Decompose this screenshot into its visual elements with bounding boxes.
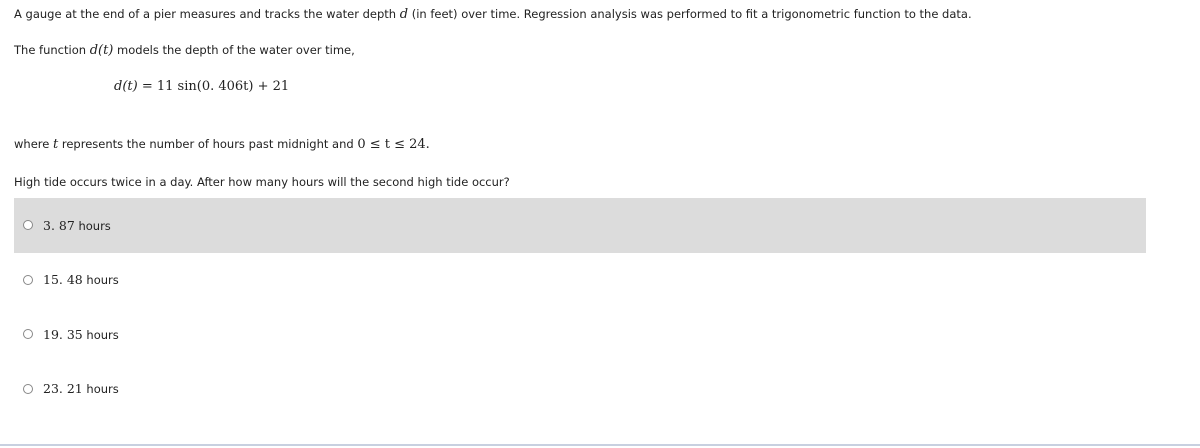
formula-lhs: d(t) (114, 79, 138, 94)
choice-value: 23. 21 (43, 381, 83, 397)
choice-label (43, 272, 119, 287)
function-name: d(t) (89, 43, 114, 58)
time-variable: t (52, 137, 59, 152)
domain-range: 0 ≤ t ≤ 24. (357, 137, 430, 152)
depth-variable: d (399, 7, 409, 22)
radio-circle-icon[interactable] (23, 329, 33, 339)
model-description (14, 43, 355, 58)
choice-value: 3. 87 (43, 217, 75, 233)
choice-option-2[interactable] (14, 253, 1146, 308)
choice-option-4[interactable] (14, 362, 1146, 417)
model-post: models the depth of the water over time, (113, 43, 355, 57)
formula-rhs: 11 sin(0. 406t) + 21 (156, 79, 290, 94)
choice-unit: hours (82, 382, 119, 397)
formula-equals: = (137, 79, 157, 94)
where-pre: where (14, 137, 53, 151)
question-text: High tide occurs twice in a day. After how many hours will the second high tide occur? (14, 175, 510, 189)
radio-circle-icon[interactable] (23, 275, 33, 285)
choice-option-1[interactable] (14, 198, 1146, 253)
choice-label (43, 218, 111, 233)
choice-unit: hours (74, 218, 111, 233)
choice-option-3[interactable] (14, 307, 1146, 362)
intro-pre: A gauge at the end of a pier measures and tracks the water depth (14, 7, 400, 21)
choice-value: 19. 35 (43, 326, 83, 342)
choice-unit: hours (82, 327, 119, 342)
radio-circle-icon[interactable] (23, 220, 33, 230)
domain-description (14, 137, 430, 152)
choice-value: 15. 48 (43, 272, 83, 288)
radio-circle-icon[interactable] (23, 384, 33, 394)
bottom-divider (0, 444, 1200, 446)
intro-post: (in feet) over time. Regression analysis was performed to fit a trigonometric function to the data. (408, 7, 972, 21)
answer-choices (14, 198, 1146, 416)
intro-text (14, 7, 972, 22)
model-formula (114, 79, 289, 94)
choice-unit: hours (82, 273, 119, 288)
where-mid: represents the number of hours past midnight and (58, 137, 358, 151)
model-pre: The function (14, 43, 90, 57)
choice-label (43, 327, 119, 342)
choice-label (43, 381, 119, 396)
